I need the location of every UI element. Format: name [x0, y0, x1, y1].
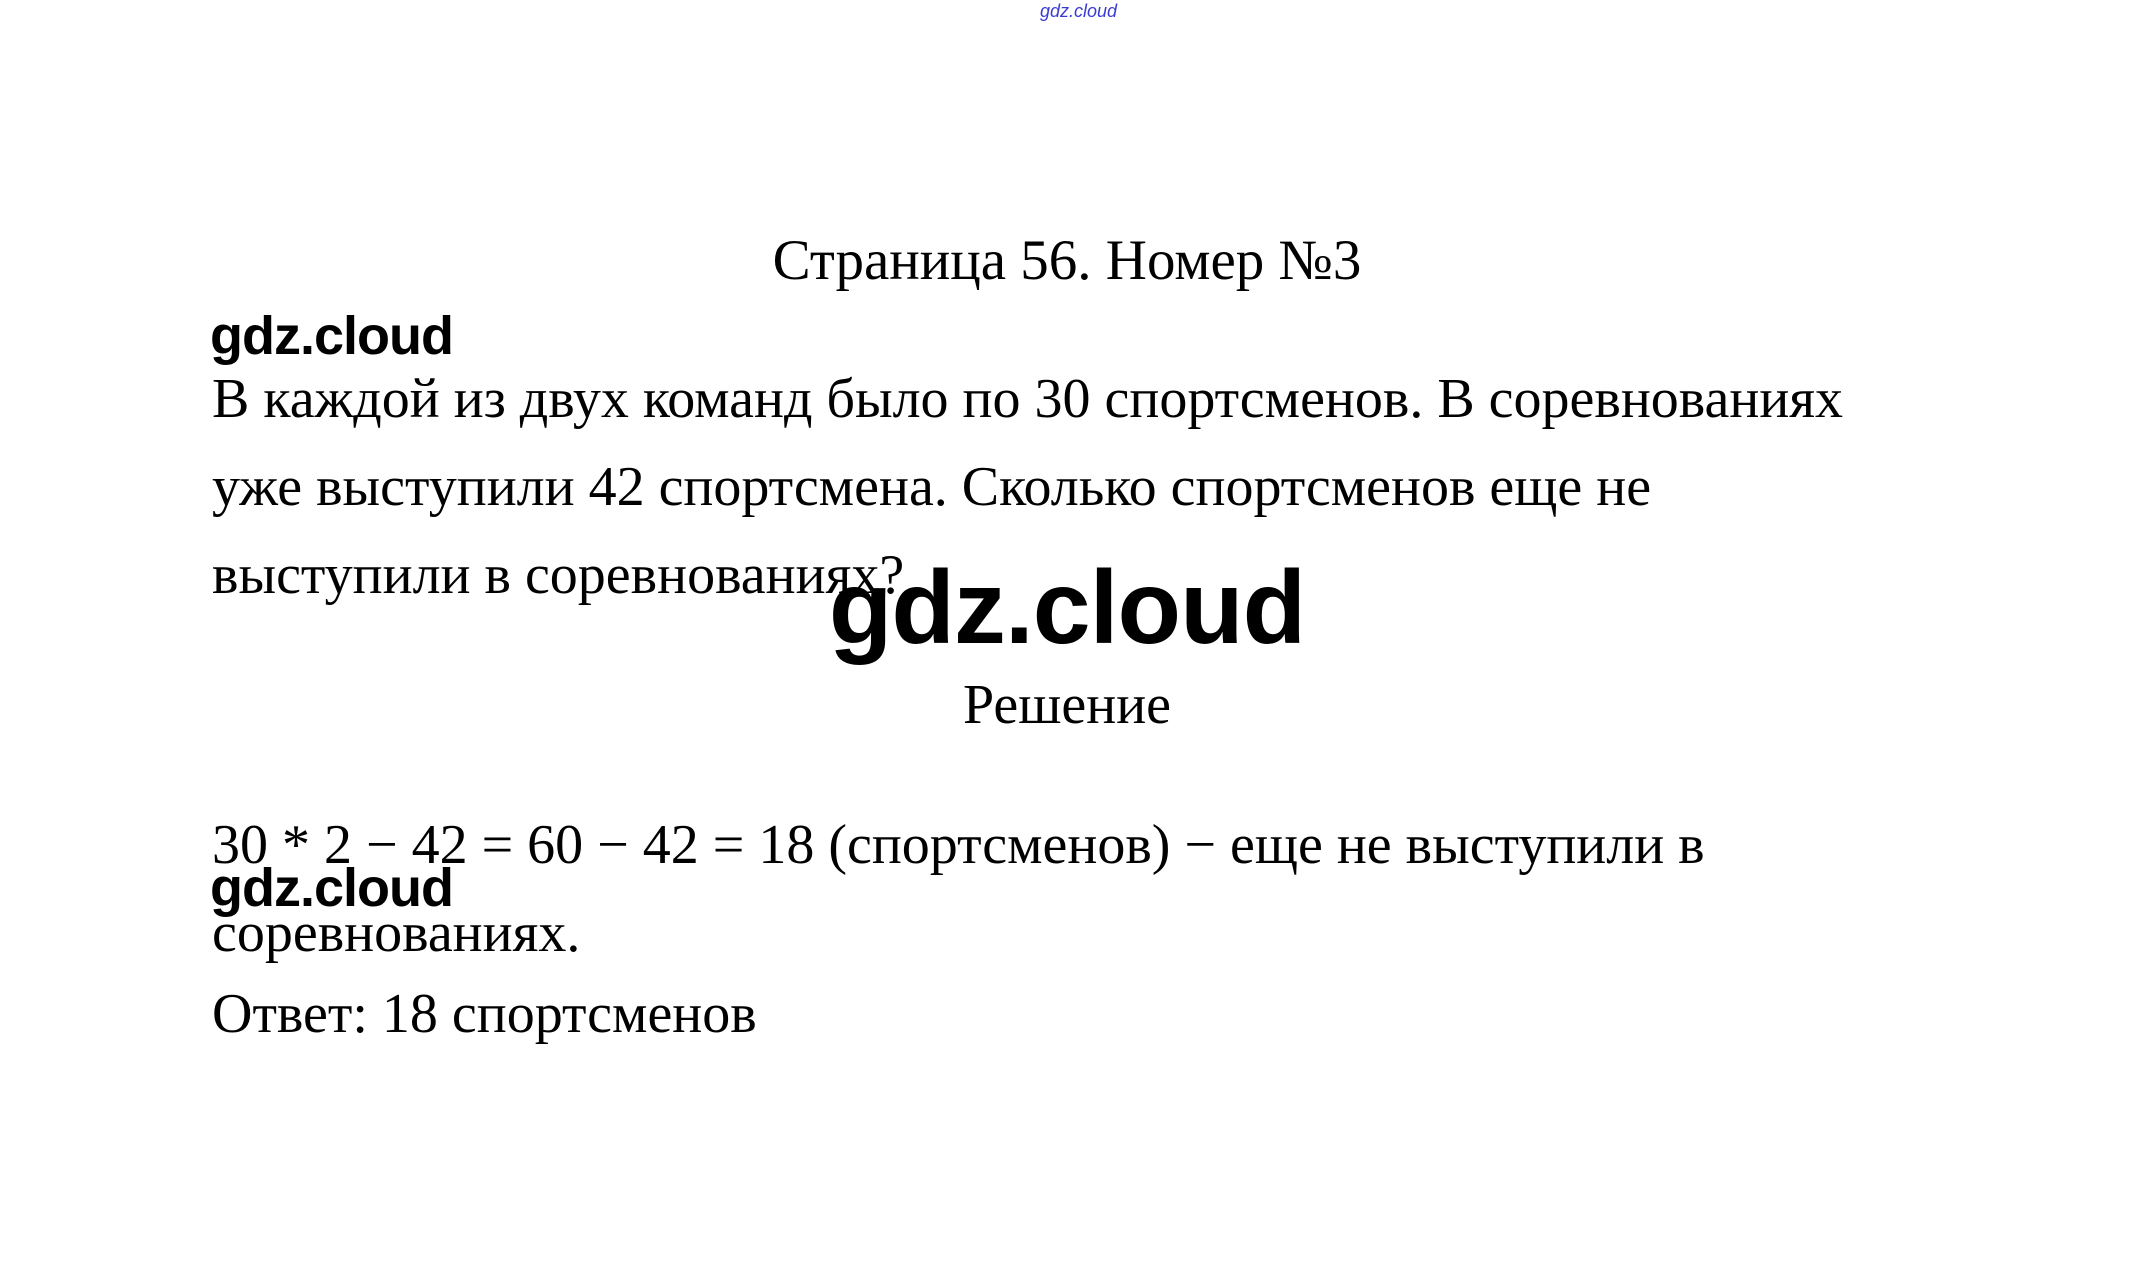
page-title: Страница 56. Номер №3 — [772, 229, 1362, 292]
watermark-logo-large: gdz.cloud — [828, 550, 1306, 666]
problem-line: выступили в соревнованиях? — [212, 544, 905, 606]
watermark-logo: gdz.cloud — [210, 306, 453, 366]
answer-text: Ответ: 18 спортсменов — [212, 983, 757, 1045]
top-watermark: gdz.cloud — [1040, 1, 1118, 21]
problem-line: уже выступили 42 спортсмена. Сколько спортсменов еще не — [212, 456, 1652, 518]
solution-heading: Решение — [962, 674, 1172, 736]
solution-line: 30 * 2 − 42 = 60 − 42 = 18 (спортсменов) − еще не выступили в — [212, 814, 1705, 876]
problem-line: В каждой из двух команд было по 30 спортсменов. В соревнованиях — [212, 368, 1844, 430]
solution-text — [212, 801, 2032, 977]
solution-line: соревнованиях. — [212, 902, 581, 964]
watermark-logo: gdz.cloud — [210, 858, 453, 918]
